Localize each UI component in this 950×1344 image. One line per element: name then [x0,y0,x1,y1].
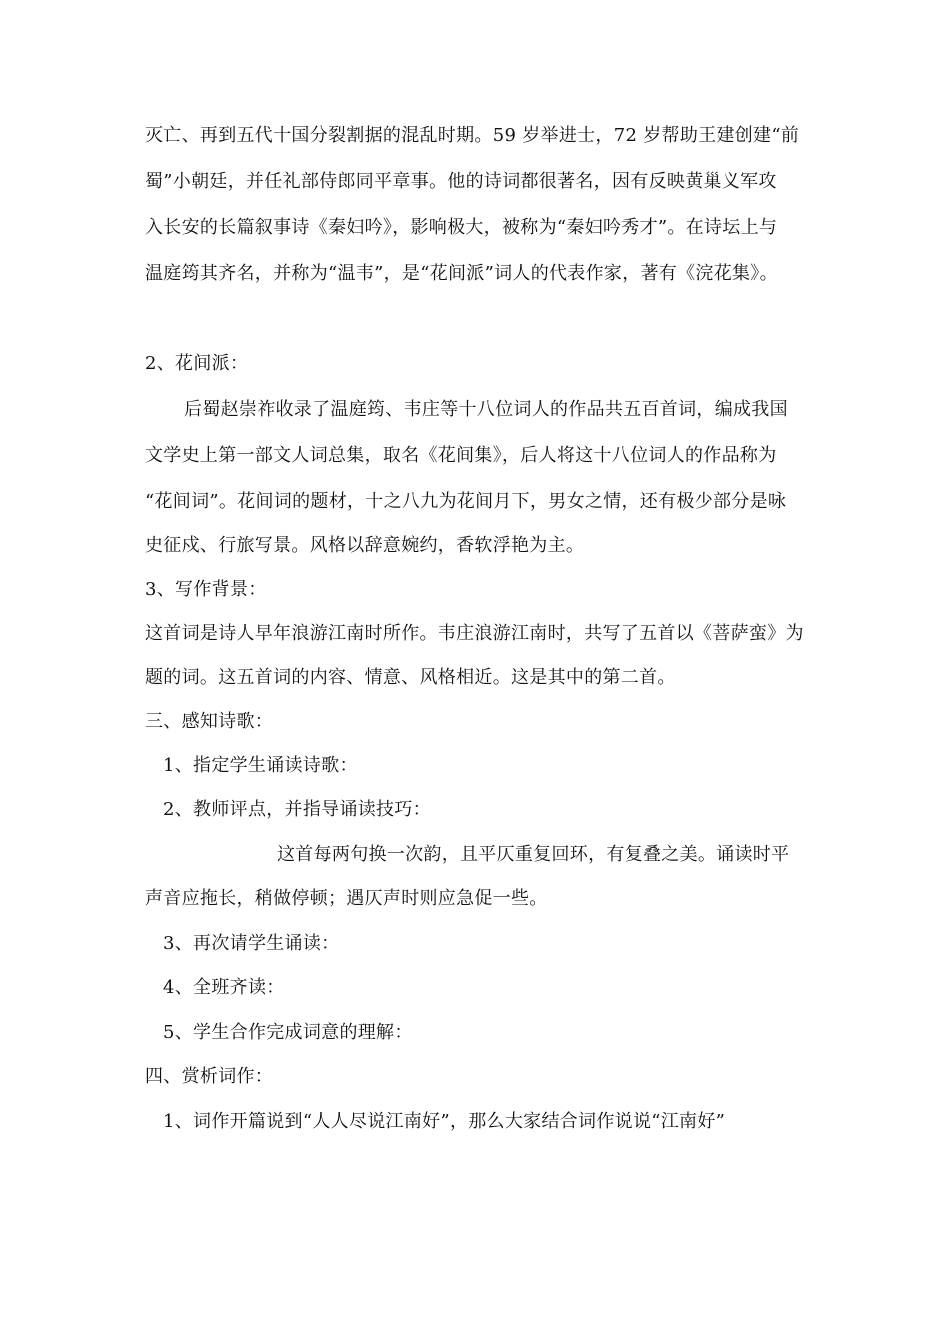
paragraph-line: “花间词”。花间词的题材，十之八九为花间月下，男女之情，还有极少部分是咏 [145,491,787,512]
paragraph-line: 温庭筠其齐名，并称为“温韦”，是“花间派”词人的代表作家，著有《浣花集》。 [145,263,778,284]
paragraph-line: 这首词是诗人早年浪游江南时所作。韦庄浪游江南时，共写了五首以《菩萨蛮》为 [145,623,804,644]
paragraph-line: 入长安的长篇叙事诗《秦妇吟》，影响极大，被称为“秦妇吟秀才”。在诗坛上与 [145,217,778,238]
list-item: 5、学生合作完成词意的理解： [163,1022,413,1043]
paragraph-line: 史征戍、行旅写景。风格以辞意婉约，香软浮艳为主。 [145,535,585,556]
section-heading: 2、花间派： [145,353,249,374]
list-item: 1、词作开篇说到“人人尽说江南好”，那么大家结合词作说说“江南好” [163,1111,726,1132]
paragraph-line: 声音应拖长，稍做停顿；遇仄声时则应急促一些。 [145,888,548,909]
paragraph-line: 后蜀赵崇祚收录了温庭筠、韦庄等十八位词人的作品共五百首词，编成我国 [184,399,788,420]
section-heading: 三、感知诗歌： [145,711,274,732]
paragraph-line: 文学史上第一部文人词总集，取名《花间集》，后人将这十八位词人的作品称为 [145,445,777,466]
list-item: 1、指定学生诵读诗歌： [163,755,358,776]
list-item: 3、再次请学生诵读： [163,933,340,954]
paragraph-line: 这首每两句换一次韵，且平仄重复回环，有复叠之美。诵读时平 [277,844,790,865]
section-heading: 四、赏析词作： [145,1066,274,1087]
paragraph-line: 灭亡、再到五代十国分裂割据的混乱时期。59 岁举进士，72 岁帮助王建创建“前 [145,125,800,146]
list-item: 4、全班齐读： [163,977,285,998]
paragraph-line: 蜀”小朝廷，并任礼部侍郎同平章事。他的诗词都很著名，因有反映黄巢义军攻 [145,171,777,192]
paragraph-line: 题的词。这五首词的内容、情意、风格相近。这是其中的第二首。 [145,667,676,688]
list-item: 2、教师评点，并指导诵读技巧： [163,799,431,820]
section-heading: 3、写作背景： [145,579,267,600]
